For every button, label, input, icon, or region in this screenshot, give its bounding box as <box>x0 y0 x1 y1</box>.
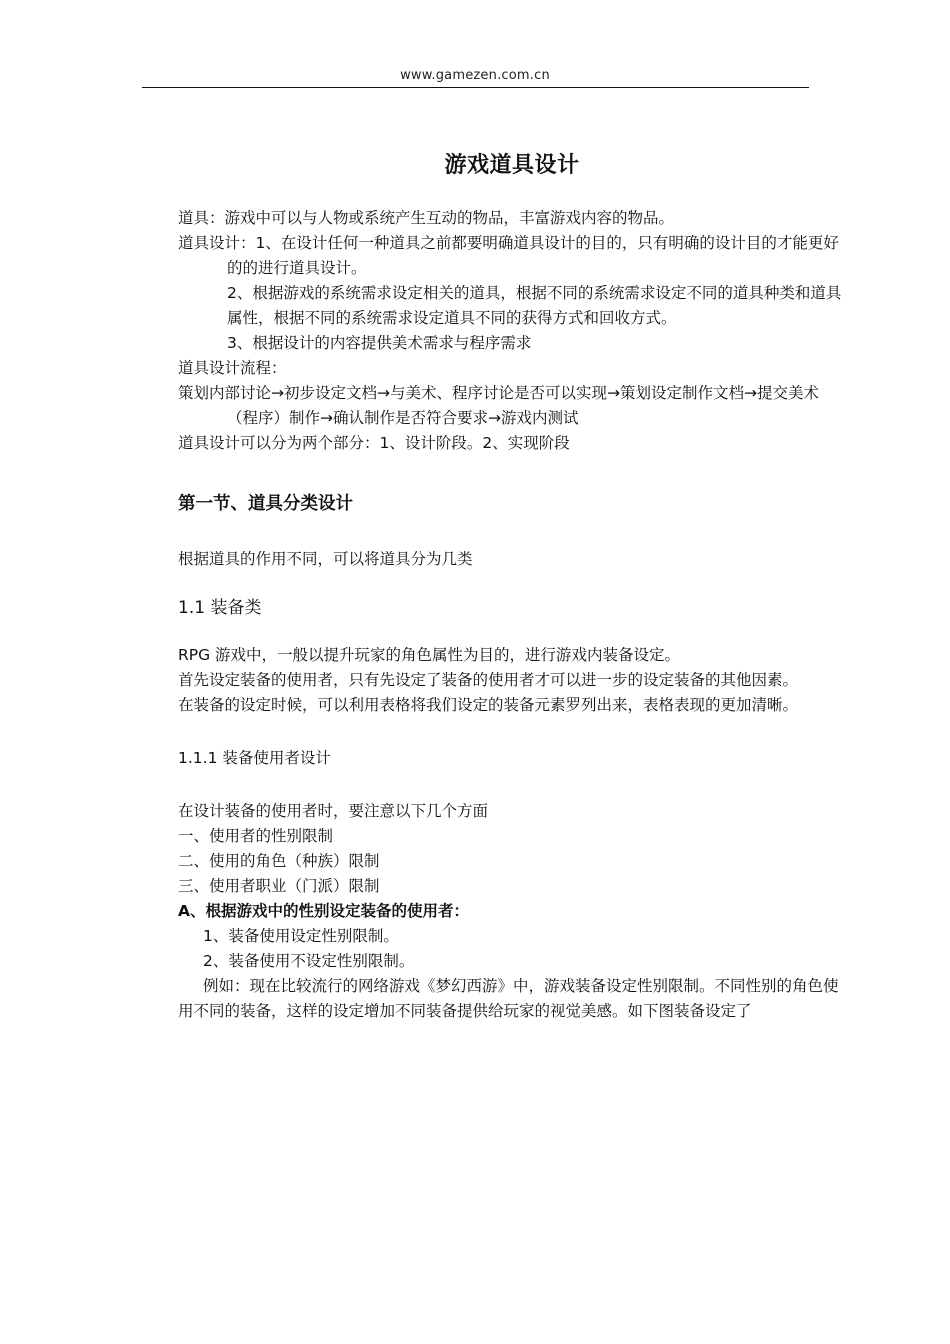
user-design-lead: 在设计装备的使用者时，要注意以下几个方面 <box>178 802 489 820</box>
equipment-paragraph-2: 首先设定装备的使用者，只有先设定了装备的使用者才可以进一步的设定装备的其他因素。 <box>178 671 799 689</box>
gender-option-2: 2、装备使用不设定性别限制。 <box>203 952 415 970</box>
user-design-item-1: 一、使用者的性别限制 <box>178 827 334 845</box>
design-phases: 道具设计可以分为两个部分：1、设计阶段。2、实现阶段 <box>178 434 570 452</box>
user-design-item-2: 二、使用的角色（种族）限制 <box>178 852 380 870</box>
header-url: www.gamezen.com.cn <box>400 68 550 83</box>
subsection-1-1-1-title: 1.1.1 装备使用者设计 <box>178 749 331 767</box>
section-1-lead: 根据道具的作用不同，可以将道具分为几类 <box>178 550 473 568</box>
design-point-1: 道具设计：1、在设计任何一种道具之前都要明确道具设计的目的，只有明确的设计目的才能更好的的进行道具设计。 <box>178 234 839 277</box>
section-1-title: 第一节、道具分类设计 <box>178 494 353 514</box>
design-point-3: 3、根据设计的内容提供美术需求与程序需求 <box>227 334 532 352</box>
design-point-2: 2、根据游戏的系统需求设定相关的道具，根据不同的系统需求设定不同的道具种类和道具属性，根据不同的系统需求设定道具不同的获得方式和回收方式。 <box>227 284 842 327</box>
gender-example: 例如：现在比较流行的网络游戏《梦幻西游》中，游戏装备设定性别限制。不同性别的角色使用不同的装备，这样的设定增加不同装备提供给玩家的视觉美感。如下图装备设定了 <box>178 977 839 1020</box>
subsection-1-1-title: 1.1 装备类 <box>178 598 262 618</box>
header-divider <box>142 87 809 88</box>
item-definition: 道具：游戏中可以与人物或系统产生互动的物品，丰富游戏内容的物品。 <box>178 209 675 227</box>
design-flow: 策划内部讨论→初步设定文档→与美术、程序讨论是否可以实现→策划设定制作文档→提交美术（程序）制作→确认制作是否符合要求→游戏内测试 <box>178 384 819 427</box>
gender-option-1: 1、装备使用设定性别限制。 <box>203 927 399 945</box>
equipment-paragraph-1: RPG 游戏中，一般以提升玩家的角色属性为目的，进行游戏内装备设定。 <box>178 646 681 664</box>
design-flow-label: 道具设计流程： <box>178 359 287 377</box>
document-body <box>178 206 846 1024</box>
equipment-paragraph-3: 在装备的设定时候，可以利用表格将我们设定的装备元素罗列出来，表格表现的更加清晰。 <box>178 696 799 714</box>
gender-section-title: A、根据游戏中的性别设定装备的使用者： <box>178 902 469 920</box>
document-title: 游戏道具设计 <box>444 153 580 178</box>
user-design-item-3: 三、使用者职业（门派）限制 <box>178 877 380 895</box>
